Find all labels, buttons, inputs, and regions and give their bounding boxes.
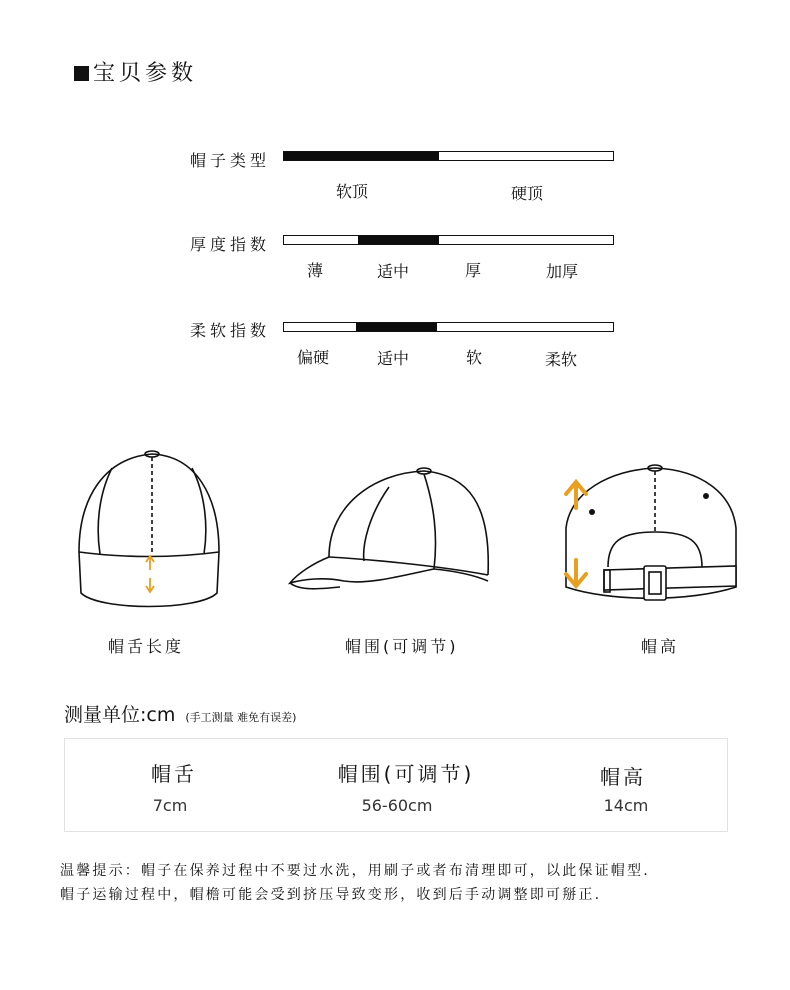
param-bar-softness [283, 322, 614, 332]
param-label-hat-type: 帽子类型 [190, 151, 271, 170]
param-bar-fill [284, 152, 439, 160]
square-bullet-icon [74, 66, 89, 81]
tip-line-1: 温馨提示：帽子在保养过程中不要过水洗，用刷子或者布清理即可，以此保证帽型. [60, 863, 650, 879]
tip-line-2: 帽子运输过程中，帽檐可能会受到挤压导致变形，收到后手动调整即可掰正. [60, 887, 602, 903]
table-value-height: 14cm [603, 796, 649, 815]
option-soft-top: 软顶 [336, 182, 369, 201]
option-thick: 厚 [465, 261, 482, 280]
param-bar-hat-type [283, 151, 614, 161]
option-very-soft: 柔软 [545, 350, 578, 369]
param-bar-thickness [283, 235, 614, 245]
measure-unit [64, 700, 296, 727]
option-medium: 适中 [377, 262, 410, 281]
table-head-height: 帽高 [600, 765, 646, 789]
section-title [74, 56, 197, 87]
table-value-brim: 7cm [152, 796, 188, 815]
option-soft: 软 [466, 348, 483, 367]
table-head-brim: 帽舌 [151, 762, 197, 786]
hat-caption-brim-length: 帽舌长度 [108, 637, 185, 656]
hat-caption-height: 帽高 [641, 637, 680, 656]
option-thin: 薄 [307, 261, 324, 280]
param-bar-fill [356, 323, 437, 331]
measure-unit-label: 测量单位:cm [64, 704, 176, 726]
section-title-text: 宝贝参数 [93, 61, 198, 86]
option-extra-thick: 加厚 [546, 262, 579, 281]
param-bar-fill [358, 236, 439, 244]
hat-front-brim-length-icon [74, 448, 224, 616]
table-head-circumference: 帽围(可调节) [337, 762, 475, 786]
table-value-circumference: 56-60cm [361, 796, 433, 815]
hat-caption-circumference: 帽围(可调节) [345, 637, 459, 656]
option-hard-top: 硬顶 [511, 184, 544, 203]
hat-back-height-icon [560, 462, 742, 612]
measure-note: (手工测量 难免有误差) [185, 711, 297, 724]
option-stiff: 偏硬 [297, 348, 330, 367]
hat-side-circumference-icon [284, 465, 494, 595]
param-label-thickness: 厚度指数 [190, 235, 271, 254]
option-medium-soft: 适中 [377, 349, 410, 368]
param-label-softness: 柔软指数 [190, 321, 271, 340]
